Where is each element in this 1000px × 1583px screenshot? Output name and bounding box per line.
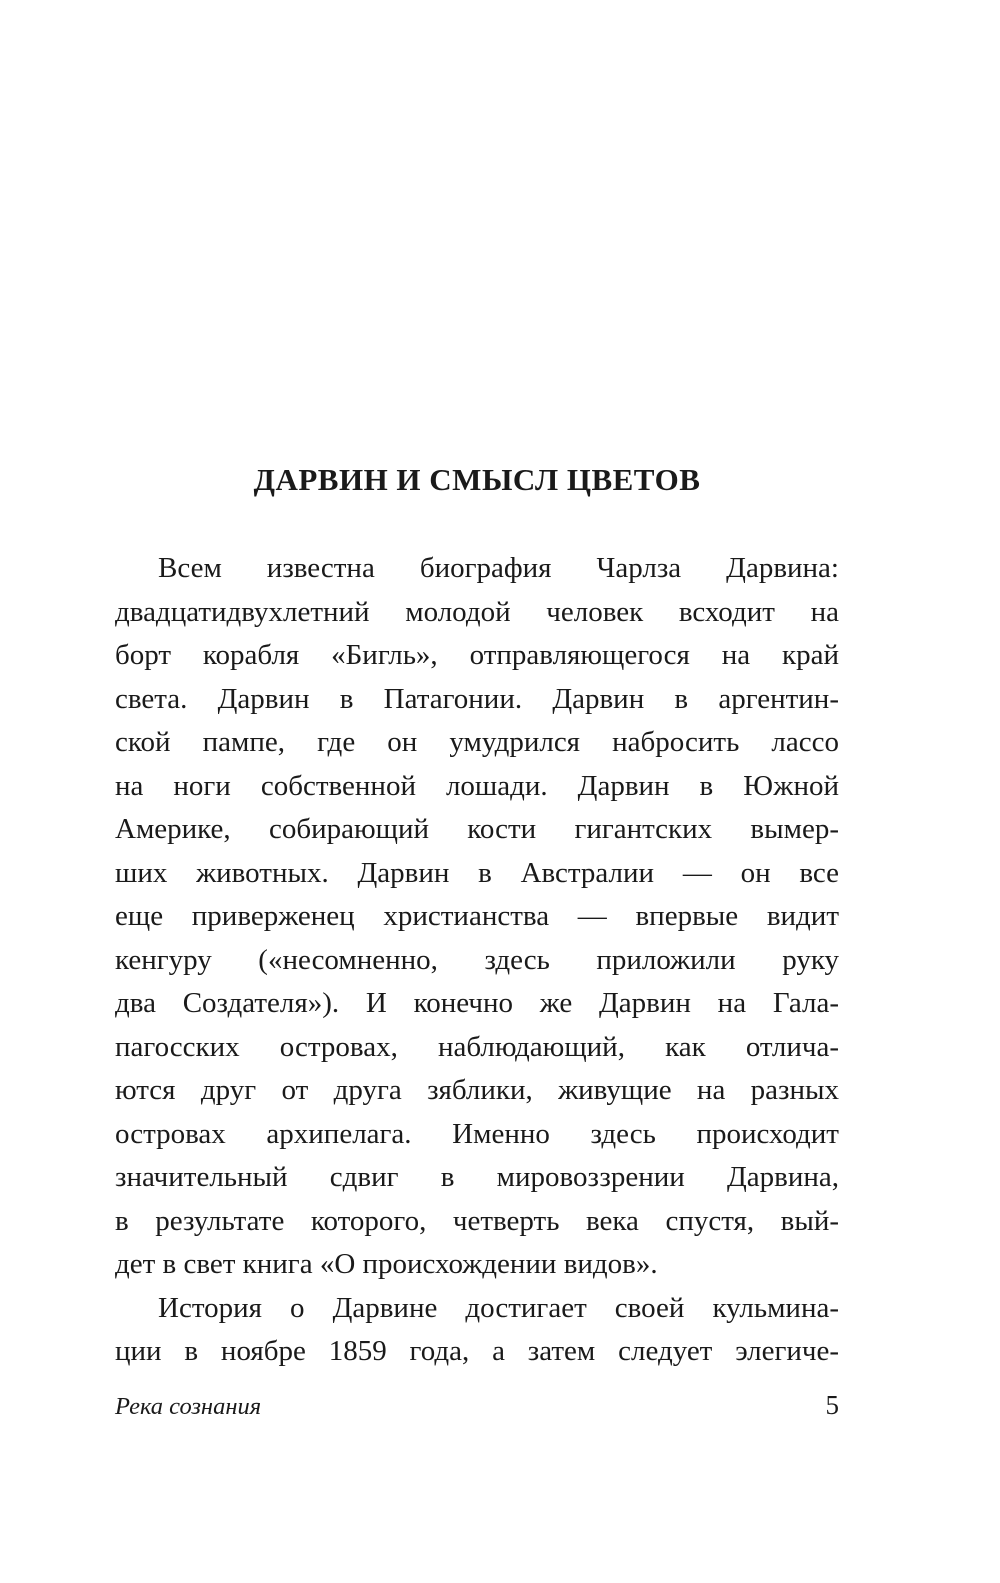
text-line: кенгуру («несомненно, здесь приложили руку: [115, 943, 839, 976]
text-line: островах архипелага. Именно здесь происходит: [115, 1117, 839, 1150]
text-block: [115, 460, 839, 1374]
text-line: борт корабля «Бигль», отправляющегося на край: [115, 639, 839, 671]
paragraph-1: [115, 547, 839, 1287]
text-line: ции в ноябре 1859 года, а затем следует элегиче-: [115, 1335, 839, 1367]
page-footer: [115, 1390, 839, 1422]
text-line: ской пампе, где он умудрился набросить лассо: [115, 726, 839, 758]
running-title: Река сознания: [115, 1393, 262, 1420]
text-line: два Создателя»). И конечно же Дарвин на Гала-: [115, 987, 839, 1019]
text-line: света. Дарвин в Патагонии. Дарвин в аргентин-: [115, 682, 839, 715]
text-line: Всем известна биография Чарлза Дарвина:: [158, 552, 839, 584]
text-line: ются друг от друга зяблики, живущие на разных: [115, 1074, 839, 1106]
text-line: двадцатидвухлетний молодой человек всходит на: [115, 595, 839, 628]
text-line: дет в свет книга «О происхождении видов».: [115, 1248, 658, 1280]
text-line: История о Дарвине достигает своей кульмина-: [158, 1291, 839, 1324]
text-line: пагосских островах, наблюдающий, как отлича-: [115, 1030, 839, 1063]
text-line: значительный сдвиг в мировоззрении Дарвина,: [115, 1161, 839, 1193]
text-line: в результате которого, четверть века спустя, вый-: [115, 1204, 839, 1237]
text-line: Америке, собирающий кости гигантских вымер-: [115, 813, 839, 845]
text-line: на ноги собственной лошади. Дарвин в Южной: [115, 769, 839, 802]
text-line: еще приверженец христианства — впервые видит: [115, 900, 839, 932]
paragraph-2: [115, 1287, 839, 1374]
page-number: 5: [825, 1390, 839, 1420]
chapter-title: ДАРВИН И СМЫСЛ ЦВЕТОВ: [253, 462, 701, 497]
text-line: ших животных. Дарвин в Австралии — он все: [115, 856, 839, 889]
